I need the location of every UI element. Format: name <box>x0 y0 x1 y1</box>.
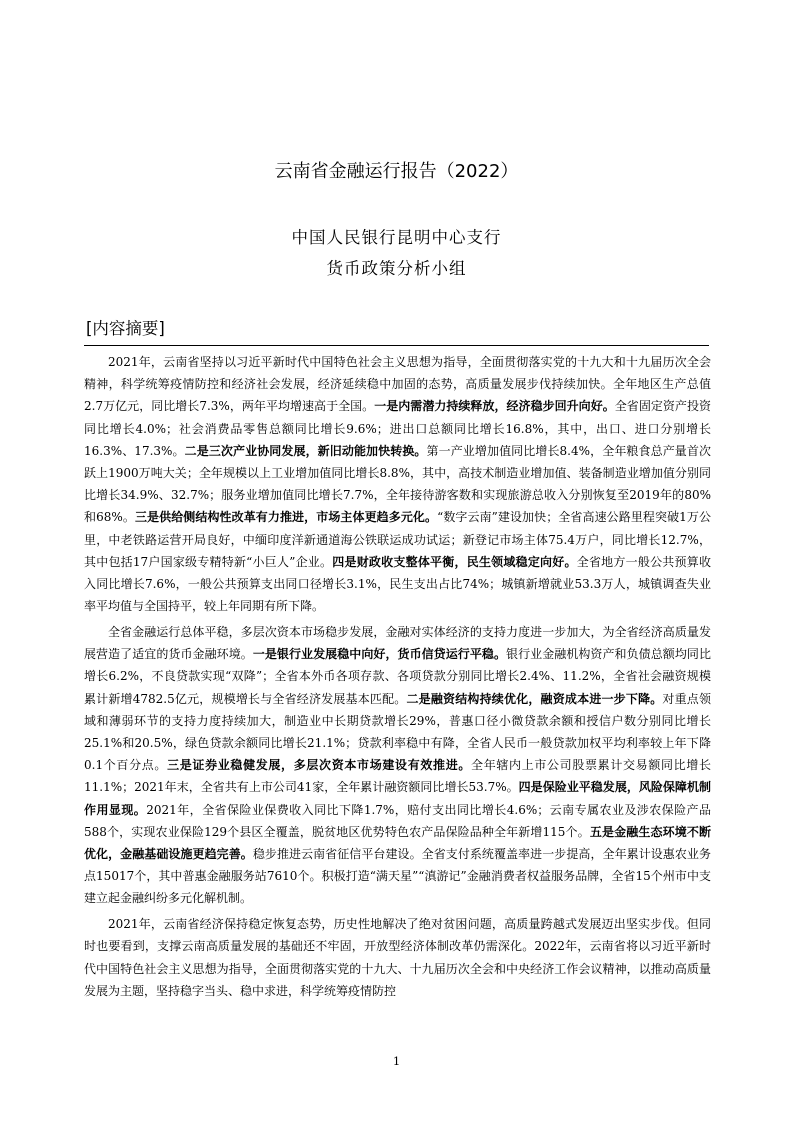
text-run: 银行业金融机构资产和负债总额均同比增长6.2%，不良贷款实现“双降”；全省本外币各项存款、各项贷款分别同比增长2.4%、11.2%，全省社会融资规模累计新增4782.5亿元，规模增长与全省经济发展基本匹配。 <box>84 647 711 706</box>
text-run: 第一产业增加值同比增长8.4%，全年粮食总产量首次跃上1900万吨大关；全年规模以上工业增加值同比增长8.8%，其中，高技术制造业增加值、装备制造业增加值分别同比增长34.9%、32.7%；服务业增加值同比增长7.7%，全年接待游客数和实现旅游总收入分别恢复至2019年的80%和68%。 <box>84 443 711 525</box>
paragraph <box>84 351 711 617</box>
issuing-group: 货币政策分析小组 <box>326 259 467 278</box>
text-run: 全省固定资产投资同比增长4.0%；社会消费品零售总额同比增长9.6%；进出口总额同比增长16.8%，其中，出口、进口分别增长16.3%、17.3%。 <box>84 399 711 458</box>
text-run: 全省地方一般公共预算收入同比增长7.6%，一般公共预算支出同口径增长3.1%，民生支出占比74%；城镇新增就业53.3万人，城镇调查失业率平均值与全国持平，较上年同期有所下降。 <box>84 554 711 614</box>
paragraph <box>84 913 711 1002</box>
issuing-bank: 中国人民银行昆明中心支行 <box>291 228 502 247</box>
bold-lead-phrase: 一是内需潜力持续释放，经济稳步回升向好。 <box>374 399 615 414</box>
bold-lead-phrase: 二是融资结构持续优化，融资成本进一步下降。 <box>406 691 663 706</box>
bold-lead-phrase: 二是三次产业协同发展，新旧动能加快转换。 <box>184 443 427 458</box>
bold-lead-phrase: 四是财政收支整体平衡，民生领域稳定向好。 <box>332 554 577 569</box>
text-run: 全年辖内上市公司股票累计交易额同比增长11.1%；2021年末，全省共有上市公司41家，全年累计融资额同比增长53.7%。 <box>84 758 711 795</box>
text-run: 对重点领域和薄弱环节的支持力度持续加大，制造业中长期贷款增长29%，普惠口径小微贷款余额和授信户数分别同比增长25.1%和20.5%，绿色贷款余额同比增长21.1%；贷款利率稳中有降，全省人民币一般贷款加权平均利率较上年下降0.1个百分点。 <box>84 691 711 773</box>
bold-lead-phrase: 三是供给侧结构性改革有力推进，市场主体更趋多元化。 <box>134 510 438 525</box>
text-run: 稳步推进云南省征信平台建设。全省支付系统覆盖率进一步提高，全年累计设惠农业务点15017个，其中普惠金融服务站7610个。积极打造“满天星”“滇游记”金融消费者权益服务品牌，全省15个州市中支建立起金融纠纷多元化解机制。 <box>84 847 711 906</box>
text-run: 2021年，云南省坚持以习近平新时代中国特色社会主义思想为指导，全面贯彻落实党的十九大和十九届历次全会精神，科学统筹疫情防控和经济社会发展，经济延续稳中加固的态势，高质量发展步伐持续加快。全年地区生产总值2.7万亿元，同比增长7.3%，两年平均增速高于全国。 <box>84 355 711 414</box>
bold-lead-phrase: 一是银行业发展稳中向好，货币信贷运行平稳。 <box>252 647 507 662</box>
paragraph <box>84 621 711 910</box>
bold-lead-phrase: 五是金融生态环境不断优化，金融基础设施更趋完善。 <box>84 824 711 862</box>
text-run: 全省金融运行总体平稳，多层次资本市场稳步发展，金融对实体经济的支持力度进一步加大，为全省经济高质量发展营造了适宜的货币金融环境。 <box>84 625 711 662</box>
bold-lead-phrase: 三是证券业稳健发展，多层次资本市场建设有效推进。 <box>167 758 472 773</box>
section-heading: [内容摘要] <box>86 319 165 338</box>
report-title: 云南省金融运行报告（2022） <box>274 161 519 182</box>
section-divider <box>84 345 709 346</box>
text-run: 2021年，云南省经济保持稳定恢复态势，历史性地解决了绝对贫困问题，高质量跨越式发展迈出坚实步伐。但同时也要看到，支撑云南高质量发展的基础还不牢固，开放型经济体制改革仍需深化。2022年，云南省将以习近平新时代中国特色社会主义思想为指导，全面贯彻落实党的十九大、十九届历次全会和中央经济工作会议精神，以推动高质量发展为主题，坚持稳字当头、稳中求进，科学统筹疫情防控 <box>84 917 711 998</box>
text-run: 2021年，全省保险业保费收入同比下降1.7%，赔付支出同比增长4.6%；云南专属农业及涉农保险产品588个，实现农业保险129个县区全覆盖，脱贫地区优势特色农产品保险品种全年新增115个。 <box>84 802 711 839</box>
abstract-body <box>84 351 711 1006</box>
bold-lead-phrase: 四是保险业平稳发展，风险保障机制作用显现。 <box>84 780 711 817</box>
text-run: “数字云南”建设加快；全省高速公路里程突破1万公里，中老铁路运营开局良好，中缅印度洋新通道海公铁联运成功试运；新登记市场主体75.4万户，同比增长12.7%，其中包括17户国家级专精特新“小巨人”企业。 <box>84 510 711 569</box>
page-number: 1 <box>392 1054 401 1068</box>
